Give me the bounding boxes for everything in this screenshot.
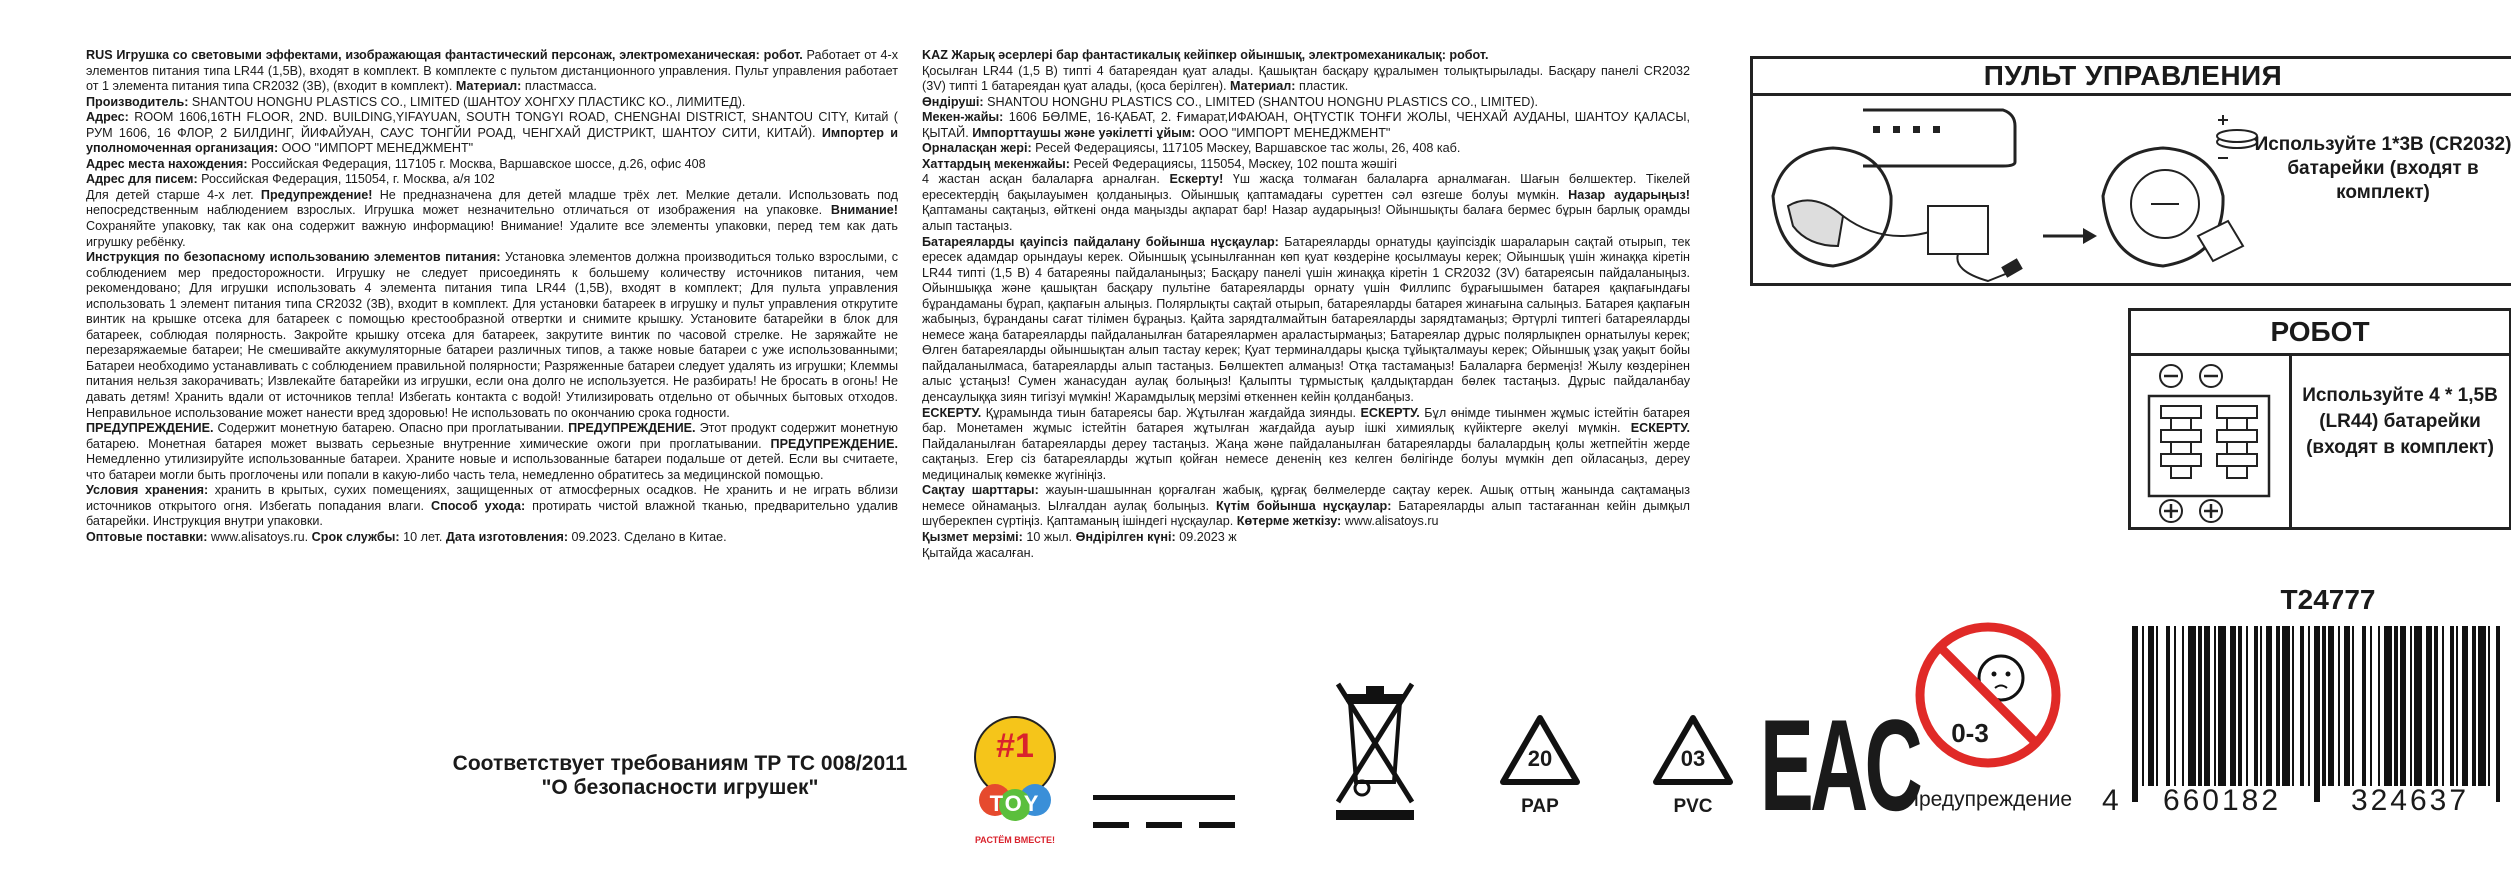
kaz-text-run: 1606 БӨЛМЕ, 16-ҚАБАТ, 2. Ғимарат,ИФАЮАН, ОҢТҮСТІК ТОНҒИ ЖОЛЫ, ЧЕНХАЙ АУДАНЫ, ШАНТОУ ҚАЛАСЫ, ҚЫТАЙ.	[922, 110, 1690, 140]
barcode-bar	[2132, 626, 2138, 802]
robot-battery-note: Используйте 4 * 1,5В (LR44) батарейки (входят в комплект)	[2302, 385, 2498, 458]
kaz-bold-run: Импорттаушы және уәкілетті ұйым:	[972, 125, 1196, 140]
battery-compartment-diagram	[2131, 356, 2289, 527]
rus-paragraph	[86, 157, 898, 173]
recycle-pvc-label: PVC	[1673, 796, 1713, 817]
kaz-text-run: 4 жастан асқан балаларға арналған.	[922, 172, 1170, 187]
barcode-bar	[2384, 626, 2392, 786]
kaz-bold-run: KAZ Жарық әсерлері бар фантастикалық кейіпкер ойыншық, электромеханикалық: робот.	[922, 48, 1489, 62]
barcode-bar	[2314, 626, 2320, 802]
barcode-bar	[2400, 626, 2406, 786]
barcode-bar	[2370, 626, 2372, 786]
barcode-bar	[2478, 626, 2486, 786]
rus-paragraph	[86, 95, 898, 111]
kaz-paragraph	[922, 48, 1690, 64]
barcode-bar	[2254, 626, 2258, 786]
kaz-text-block	[922, 48, 1690, 561]
dash-1	[1093, 822, 1129, 828]
rus-bold-run: Оптовые поставки:	[86, 529, 208, 544]
rus-bold-run: Производитель:	[86, 94, 189, 109]
kaz-bold-run: Мекен-жайы:	[922, 110, 1004, 125]
kaz-bold-run: Өндірілген күні:	[1075, 529, 1176, 544]
rus-text-run: Работает от 4-х элементов питания типа LR44 (1,5В), входят в комплект. В комплекте с пультом дистанционного управления. Пульт управления работает от 1 элемента питания типа CR2032 (3В), (входит в комплект).	[86, 48, 898, 94]
kaz-text-run: Бұл өнімде тиынмен жұмыс істейтін батарея бар. Монетамен жұмыс істейтін батарея жұтылған жағдайда ауыр ішкі химиялық күйіктерге әкелуі мүмкін.	[922, 405, 1690, 436]
kaz-bold-run: Сақтау шарттары:	[922, 483, 1039, 498]
barcode-bar	[2328, 626, 2334, 786]
kaz-bold-run: ЕСКЕРТУ.	[1360, 405, 1420, 420]
rus-paragraph	[86, 110, 898, 157]
barcode-bars	[2128, 626, 2508, 786]
rus-bold-run: Дата изготовления:	[445, 529, 569, 544]
barcode-bar	[2218, 626, 2226, 786]
kaz-bold-run: Батареяларды қауіпсіз пайдалану бойынша нұсқаулар:	[922, 234, 1279, 249]
barcode-bar	[2378, 626, 2380, 786]
battery-compartment-cell	[2131, 356, 2292, 527]
barcode-bar	[2410, 626, 2412, 786]
kaz-bold-run: Өндіруші:	[922, 94, 984, 109]
kaz-bold-run: ЕСКЕРТУ.	[1630, 421, 1690, 436]
remote-control-box	[1750, 56, 2511, 286]
conformity-line-1: Соответствует требованиям ТР ТС 008/2011	[452, 752, 908, 775]
kaz-paragraph	[922, 546, 1690, 562]
brand-logo-word: TOY	[989, 791, 1041, 816]
barcode-bar	[2450, 626, 2454, 786]
article-number: T24777	[2280, 584, 2376, 615]
rus-text-run: 09.2023. Сделано в Китае.	[568, 529, 727, 544]
barcode-bar	[2414, 626, 2422, 786]
rus-paragraph	[86, 483, 898, 530]
barcode-bar	[2282, 626, 2290, 786]
barcode-bar	[2434, 626, 2438, 786]
barcode-bar	[2308, 626, 2310, 786]
barcode-bar	[2276, 626, 2280, 786]
kaz-paragraph	[922, 110, 1690, 141]
barcode-bar	[2156, 626, 2158, 786]
kaz-bold-run: Назар аударыңыз!	[1568, 187, 1691, 202]
weee-crossed-bin-icon	[1330, 672, 1420, 822]
dash-top	[1093, 795, 1235, 800]
remote-control-title: ПУЛЬТ УПРАВЛЕНИЯ	[1753, 59, 2511, 96]
barcode-bar	[2174, 626, 2176, 786]
rus-bold-run: Адрес места нахождения:	[86, 156, 248, 171]
rus-text-run: Российская Федерация, 117105 г. Москва, Варшавское шоссе, д.26, офис 408	[247, 156, 706, 171]
barcode-bar	[2344, 626, 2350, 786]
rus-text-block	[86, 48, 898, 546]
barcode-bar	[2472, 626, 2476, 786]
kaz-paragraph	[922, 64, 1690, 95]
age-warning-caption: Предупреждение	[1903, 788, 2073, 811]
kaz-paragraph	[922, 141, 1690, 157]
kaz-text-run: Қытайда жасалған.	[922, 545, 1035, 560]
kaz-paragraph	[922, 95, 1690, 111]
rus-text-run: ROOM 1606,16TH FLOOR, 2ND. BUILDING,YIFAYUAN, SOUTH TONGYI ROAD, CHENGHAI DISTRICT, SHANTOU CITY, Китай ( РУМ 1606, 16 ФЛОР, 2 БИЛДИНГ, ЙИФАЙУАН, САУС ТОНГЙИ РОАД, ЧЕНГХАЙ ДИСТРИКТ, ШАНТОУ СИТИ, КИТАЙ).	[86, 110, 898, 140]
conformity-statement	[420, 752, 940, 800]
rus-text-run: протирать чистой влажной тканью, предварительно удалив батарейки. Инструкция внутри упаковки.	[86, 498, 898, 529]
rus-bold-run: Способ ухода:	[431, 498, 526, 513]
barcode-bar	[2260, 626, 2262, 786]
kaz-bold-run: Ескерту!	[1169, 172, 1224, 187]
rus-bold-run: Игрушка со световыми эффектами, изображающая фантастический персонаж, электромеханическая: робот.	[116, 48, 803, 62]
barcode	[2102, 626, 2508, 817]
kaz-text-run: Құрамында тиын батареясы бар. Жұтылған жағдайда зиянды.	[981, 405, 1361, 420]
barcode-bar	[2362, 626, 2366, 786]
barcode-digits-right: 324637	[2350, 784, 2470, 817]
rus-bold-run: Срок службы:	[311, 529, 400, 544]
separation-dashes	[1093, 795, 1235, 827]
rus-text-run: SHANTOU HONGHU PLASTICS CO., LIMITED (ШАНТОУ ХОНГХУ ПЛАСТИКС КО., ЛИМИТЕД).	[188, 94, 746, 109]
kaz-paragraph	[922, 483, 1690, 530]
robot-battery-box	[2128, 308, 2511, 530]
kaz-text-run: www.alisatoys.ru	[1341, 514, 1439, 529]
rus-paragraph	[86, 172, 898, 188]
barcode-bar	[2166, 626, 2170, 786]
recycle-pap-label: PAP	[1521, 796, 1559, 817]
barcode-bar	[2352, 626, 2354, 786]
rus-bold-run: RUS	[86, 48, 117, 62]
rus-text-run: Этот продукт содержит монетную батарею. Монетная батарея может вызвать серьезные внутренние химические ожоги при проглатывании.	[86, 421, 899, 451]
barcode-bar	[2238, 626, 2242, 786]
kaz-text-run: Ресей Федерациясы, 115054, Мәскеу, 102 пошта жәшігі	[1070, 156, 1397, 171]
kaz-text-run: Батареяларды орнатуды қауіпсіздік шараларын сақтай отырып, тек ересек адамдар орындауы керек. Ойыншық ұсынылғаннан көп қуат көздеріне қосылмауы керек; Ойыншық үшін жинаққа кіретін LR44 типті (1,5 В) 4 батареяны пайдаланыңыз; Басқару панелі үшін жинаққа кіретін 1 CR2032 (3V) батареясын пайдаланыңыз. Ойыншыққа және қашықтан басқару пультіне батареяларды орнату үшін Филлипс бұрағышымен батарея қақпағындағы бұрандаманы бұрап, қақпағын алыңыз. Полярлықты сақтай отырып, батареяларды батарея жинағына салыңыз. Батарея қақпағын жабыңыз, бұранданы сағат тілімен бұраңыз. Қайта зарядталмайтын батареяларды зарядтамаңыз; Әртүрлі типтегі батареяларды немесе жаңа батареяларды пайдаланылған батареялармен араластырмаңыз; Батареялар дұрыс полярлықпен орнатылуы керек; Өлген батареяларды ойыншықтан алып тастау керек; Қуат терминалдары қысқа тұйықталмауы керек; Ойыншық ұзақ уақыт бойы пайдаланылмаса, батареяларды алып тастаңыз. Бөлшектеп алмаңыз! Отқа тастамаңыз! Балаларға бермеңіз! Жылу көздерінен алыс ұстаңыз! Сумен жанасудан аулақ болыңыз! Қалыпты тұрмыстық қалдықтардан бөлек тастаңыз. Дұрыс пайдаланбау денсаулыққа зиян тигізуі мүмкін! Жарамдылық мерзімі өткеннен кейін қолданбаңыз.	[922, 234, 1690, 405]
rus-paragraph	[86, 188, 898, 250]
kaz-text-run: 09.2023 ж	[1175, 529, 1237, 544]
barcode-bar	[2426, 626, 2432, 786]
kaz-text-run: пластик.	[1295, 79, 1349, 94]
brand-logo	[960, 705, 1070, 855]
barcode-bar	[2198, 626, 2202, 786]
robot-title: РОБОТ	[2131, 311, 2509, 356]
recycle-pap	[1495, 710, 1585, 820]
rus-bold-run: ПРЕДУПРЕЖДЕНИЕ.	[568, 421, 696, 436]
barcode-bar	[2214, 626, 2216, 786]
rus-text-run: Сохраняйте упаковку, так как она содержит важную информацию! Внимание! Удалите все элементы упаковки, перед тем как дать игрушку ребёнку.	[86, 219, 898, 249]
kaz-paragraph	[922, 157, 1690, 173]
brand-logo-slogan: РАСТЁМ ВМЕСТЕ!	[974, 835, 1056, 845]
kaz-text-run: жауын-шашыннан қорғалған жабық, құрғақ бөлмелерде сақтау керек. Ашық оттың жанында сақтамаңыз немесе ойнамаңыз. Ылғалдан аулақ болыңыз.	[922, 483, 1690, 513]
kaz-paragraph	[922, 172, 1690, 234]
rus-paragraph	[86, 250, 898, 421]
barcode-bar	[2462, 626, 2468, 786]
rus-text-run: Немедленно утилизируйте использованные батареи. Храните новые и использованные батареи подальше от детей. Если вы считаете, что батареи могли быть проглочены или попали в какую-либо часть тела, немедленно обратитесь за медицинской помощью.	[86, 452, 898, 482]
rus-paragraph	[86, 48, 898, 95]
rus-bold-run: ПРЕДУПРЕЖДЕНИЕ.	[86, 421, 214, 436]
rus-paragraph	[86, 530, 898, 546]
kaz-text-run: Қаптаманы сақтаңыз, өйткені онда маңызды ақпарат бар! Назар аударыңыз! Ойыншықты балаға бермес бұрын барлық орамды алып тастаңыз.	[922, 203, 1690, 234]
barcode-bar	[2204, 626, 2210, 786]
barcode-bar	[2322, 626, 2326, 786]
rus-bold-run: Адрес:	[86, 110, 129, 125]
rus-bold-run: Материал:	[455, 79, 522, 94]
barcode-bar	[2230, 626, 2236, 786]
barcode-bar	[2266, 626, 2272, 786]
kaz-paragraph	[922, 530, 1690, 546]
eac-mark: EAC	[1760, 692, 1920, 838]
rus-text-run: пластмасса.	[521, 79, 597, 94]
rus-bold-run: Условия хранения:	[86, 483, 209, 498]
kaz-paragraph	[922, 235, 1690, 406]
rus-bold-run: ПРЕДУПРЕЖДЕНИЕ.	[770, 436, 898, 451]
barcode-bar	[2488, 626, 2490, 786]
kaz-bold-run: Күтім бойынша нұсқаулар:	[1216, 498, 1392, 513]
rus-text-run: Для детей старше 4-х лет.	[86, 187, 261, 202]
rus-paragraph	[86, 421, 898, 483]
dash-3	[1199, 822, 1235, 828]
kaz-text-run: ООО "ИМПОРТ МЕНЕДЖМЕНТ"	[1195, 125, 1391, 140]
kaz-text-run: Батареяларды алып тастағаннан кейін дымқыл шүберекпен сүртіңіз. Қаптаманың ішіндегі нұсқаулар.	[922, 498, 1690, 529]
conformity-line-2: "О безопасности игрушек"	[541, 776, 819, 799]
barcode-bar	[2142, 626, 2144, 786]
kaz-bold-run: Көтерме жеткізу:	[1236, 514, 1342, 529]
kaz-text-run: 10 жыл.	[1022, 529, 1076, 544]
barcode-bar	[2456, 626, 2458, 786]
rus-text-run: Содержит монетную батарею. Опасно при проглатывании.	[213, 421, 569, 436]
recycle-pap-number: 20	[1527, 746, 1553, 771]
rus-bold-run: Инструкция по безопасному использованию элементов питания:	[86, 250, 501, 265]
barcode-bar	[2292, 626, 2294, 786]
barcode-bar	[2246, 626, 2248, 786]
barcode-bar	[2182, 626, 2184, 786]
kaz-text-run: Үш жасқа толмаған балаларға арналмаған. Шағын бөлшектер. Тікелей ересектердің бақылауымен қолданыңыз. Ойыншық қаптамадағы суреттен сәл өзгеше болуы мүмкін.	[922, 172, 1690, 202]
barcode-digit-first: 4	[2102, 784, 2119, 817]
rus-text-run: Не предназначена для детей младше трёх лет. Мелкие детали. Использовать под непосредственным наблюдением взрослых. Игрушка может незначительно отличаться от изображения на упаковке.	[86, 187, 898, 218]
barcode-bar	[2338, 626, 2340, 786]
recycle-pvc	[1648, 710, 1738, 820]
kaz-bold-run: ЕСКЕРТУ.	[922, 405, 982, 420]
barcode-digits-left: 660182	[2162, 784, 2282, 817]
rus-text-run: хранить в крытых, сухих помещениях, защищенных от атмосферных осадков. Не хранить и не играть вблизи источников открытого огня. Избегать попадания влаги.	[86, 483, 898, 513]
barcode-bar	[2148, 626, 2154, 786]
rus-bold-run: Внимание!	[830, 203, 898, 218]
kaz-text-run: SHANTOU HONGHU PLASTICS CO., LIMITED (SHANTOU HONGHU PLASTICS CO., LIMITED).	[983, 94, 1539, 109]
kaz-bold-run: Хаттардың мекенжайы:	[922, 156, 1070, 171]
rus-text-run: Российская Федерация, 115054, г. Москва, а/я 102	[197, 172, 495, 187]
remote-battery-note: Используйте 1*3В (CR2032) батарейки (входят в комплект)	[2254, 134, 2511, 203]
rus-text-run: ООО "ИМПОРТ МЕНЕДЖМЕНТ"	[278, 141, 474, 156]
barcode-bar	[2188, 626, 2196, 786]
rus-text-run: 10 лет.	[399, 529, 446, 544]
kaz-bold-run: Қызмет мерзімі:	[922, 529, 1023, 544]
barcode-bar	[2300, 626, 2304, 786]
barcode-bar	[2442, 626, 2444, 786]
rus-text-run: www.alisatoys.ru.	[207, 529, 312, 544]
rus-bold-run: Импортер и уполномоченная организация:	[86, 125, 898, 156]
kaz-text-run: Ресей Федерациясы, 117105 Мәскеу, Варшавское тас жолы, 26, 408 каб.	[1031, 141, 1461, 156]
rus-bold-run: Адрес для писем:	[86, 172, 198, 187]
recycle-pvc-number: 03	[1680, 746, 1706, 771]
dash-2	[1146, 822, 1182, 828]
brand-logo-number: #1	[996, 727, 1034, 765]
kaz-text-run: Пайдаланылған батареяларды дереу тастаңыз. Жаңа және пайдаланылған батареяларды балалардың қолы жетпейтін жерде сақтаңыз. Егер сіз батареяларды жұтып қойған немесе дененің кез келген бөлігінде болуы мүмкін деп ойласаңыз, дереу медициналық көмекке жүгініңіз.	[922, 436, 1690, 482]
rus-bold-run: Предупреждение!	[260, 187, 373, 202]
barcode-bar	[2496, 626, 2500, 802]
kaz-bold-run: Орналасқан жері:	[922, 141, 1032, 156]
age-warning-range: 0-3	[1951, 718, 1989, 748]
barcode-bar	[2394, 626, 2398, 786]
rus-text-run: Установка элементов должна производиться только взрослыми, с соблюдением мер предосторожности. Игрушку не следует присоединять к большему количеству источников питания, чем рекомендовано; Для игрушки использовать 4 элемента питания типа LR44 (1,5В), входят в комплект; Для пульта управления использовать 1 элемент питания типа CR2032 (3В), входит в комплект. Для установки батареек в игрушку и пульт управления открутите винтик на крышке отсека для батареек с помощью крестообразной отвертки и снимите крышку. Установите батарейки в блок для батареек, соблюдая полярность. Закройте крышку отсека для батареек, закрутите винтик по часовой стрелке. Не заряжайте не перезаряжаемые батареи; Не смешивайте аккумуляторные батареи различных типов, а также новые батареи с уже использованными; Батареи необходимо устанавливать с соблюдением правильной полярности; Разряженные батареи следует удалять из игрушки; Клеммы питания нельзя закорачивать; Извлекайте батарейки из игрушки, если она долго не используется. Не разбирать! Не бросать в огонь! Не давать детям! Хранить вдали от источников тепла! Избегать контакта с водой! Утилизировать отдельно от обычных бытовых отходов. Неправильное использование может нанести вред здоровью! Не использовать по окончанию срока годности.	[86, 250, 899, 420]
kaz-paragraph	[922, 406, 1690, 484]
kaz-bold-run: Материал:	[1230, 79, 1296, 94]
kaz-text-run: Қосылған LR44 (1,5 В) типті 4 батареядан қуат алады. Қашықтан басқару құралымен толықтырылады. Басқару панелі CR2032 (3V) типті 1 батареядан қуат алады, (қоса берілген).	[922, 63, 1690, 94]
